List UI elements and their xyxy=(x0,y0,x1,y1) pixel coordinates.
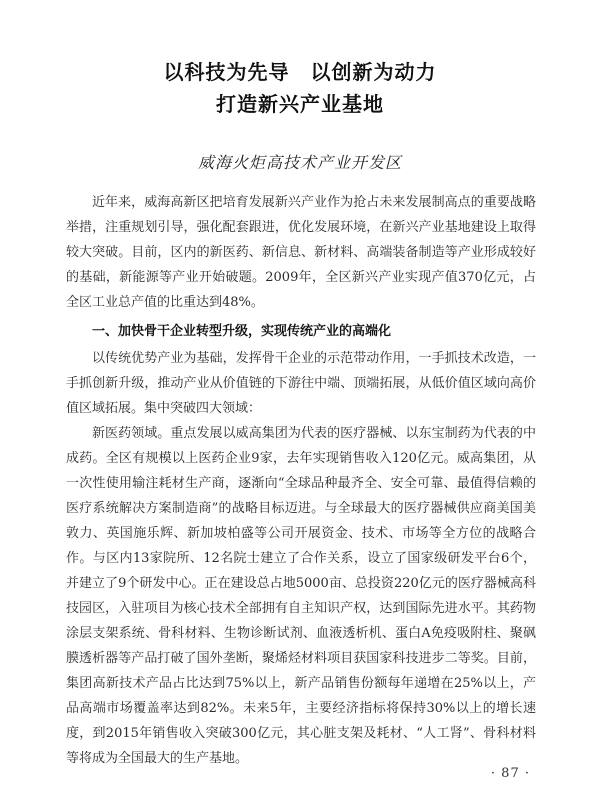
paragraph-section-intro: 以传统优势产业为基础，发挥骨干企业的示范带动作用，一手抓技术改造，一手抓创新升级，推动产业从价值链的下游往中端、顶端拓展，从低价值区域向高价值区域拓展。集中突破四大领域： xyxy=(66,351,536,416)
paragraph-intro: 近年来，威海高新区把培育发展新兴产业作为抢占未来发展制高点的重要战略举措，注重规划引导，强化配套跟进，优化发展环境，在新兴产业基地建设上取得较大突破。目前，区内的新医药、新信息、新材料、高端装备制造等产业形成较好的基础，新能源等产业开始破题。2009年，全区新兴产业实现产值370亿元，占全区工业总产值的比重达到48%。 xyxy=(66,195,536,310)
page-number: · 87 · xyxy=(490,766,530,781)
document-title-line2: 打造新兴产业基地 xyxy=(216,92,384,116)
paragraph-medicine: 新医药领域。重点发展以威高集团为代表的医疗器械、以东宝制药为代表的中成药。全区有规模以上医药企业9家，去年实现销售收入120亿元。威高集团，从一次性使用输注耗材生产商，逐渐向“全球品种最齐全、安全可靠、最值得信赖的医疗系统解决方案制造商”的战略目标迈进。与全球最大的医疗器械供应商美国美敦力、英国施乐辉、新加坡柏盛等公司开展资金、技术、市场等全方位的战略合作。与区内13家院所、12名院士建立了合作关系，设立了国家级研发平台6个，并建立了9个研发中心。正在建设总占地5000亩、总投资220亿元的医疗器械高科技园区，入驻项目为核心技术全部拥有自主知识产权，达到国际先进水平。其药物涂层支架系统、骨科材料、生物诊断试剂、血液透析机、蛋白A免疫吸附柱、聚砜膜透析器等产品打破了国外垄断，聚烯烃材料项目获国家科技进步二等奖。目前，集团高新技术产品占比达到75%以上，新产品销售份额每年递增在25%以上，产品高端市场覆盖率达到82%。未来5年，主要经济指标将保持30%以上的增长速度，到2015年销售收入突破300亿元，其心脏支架及耗材、“人工肾”、骨科材料等将成为全国最大的生产基地。 xyxy=(66,426,536,766)
document-body xyxy=(66,190,536,771)
section-heading-1: 一、加快骨干企业转型升级，实现传统产业的高端化 xyxy=(92,324,392,339)
document-subtitle: 威海火炬高技术产业开发区 xyxy=(197,153,402,172)
document-title-line1: 以科技为先导 以创新为动力 xyxy=(163,60,437,84)
